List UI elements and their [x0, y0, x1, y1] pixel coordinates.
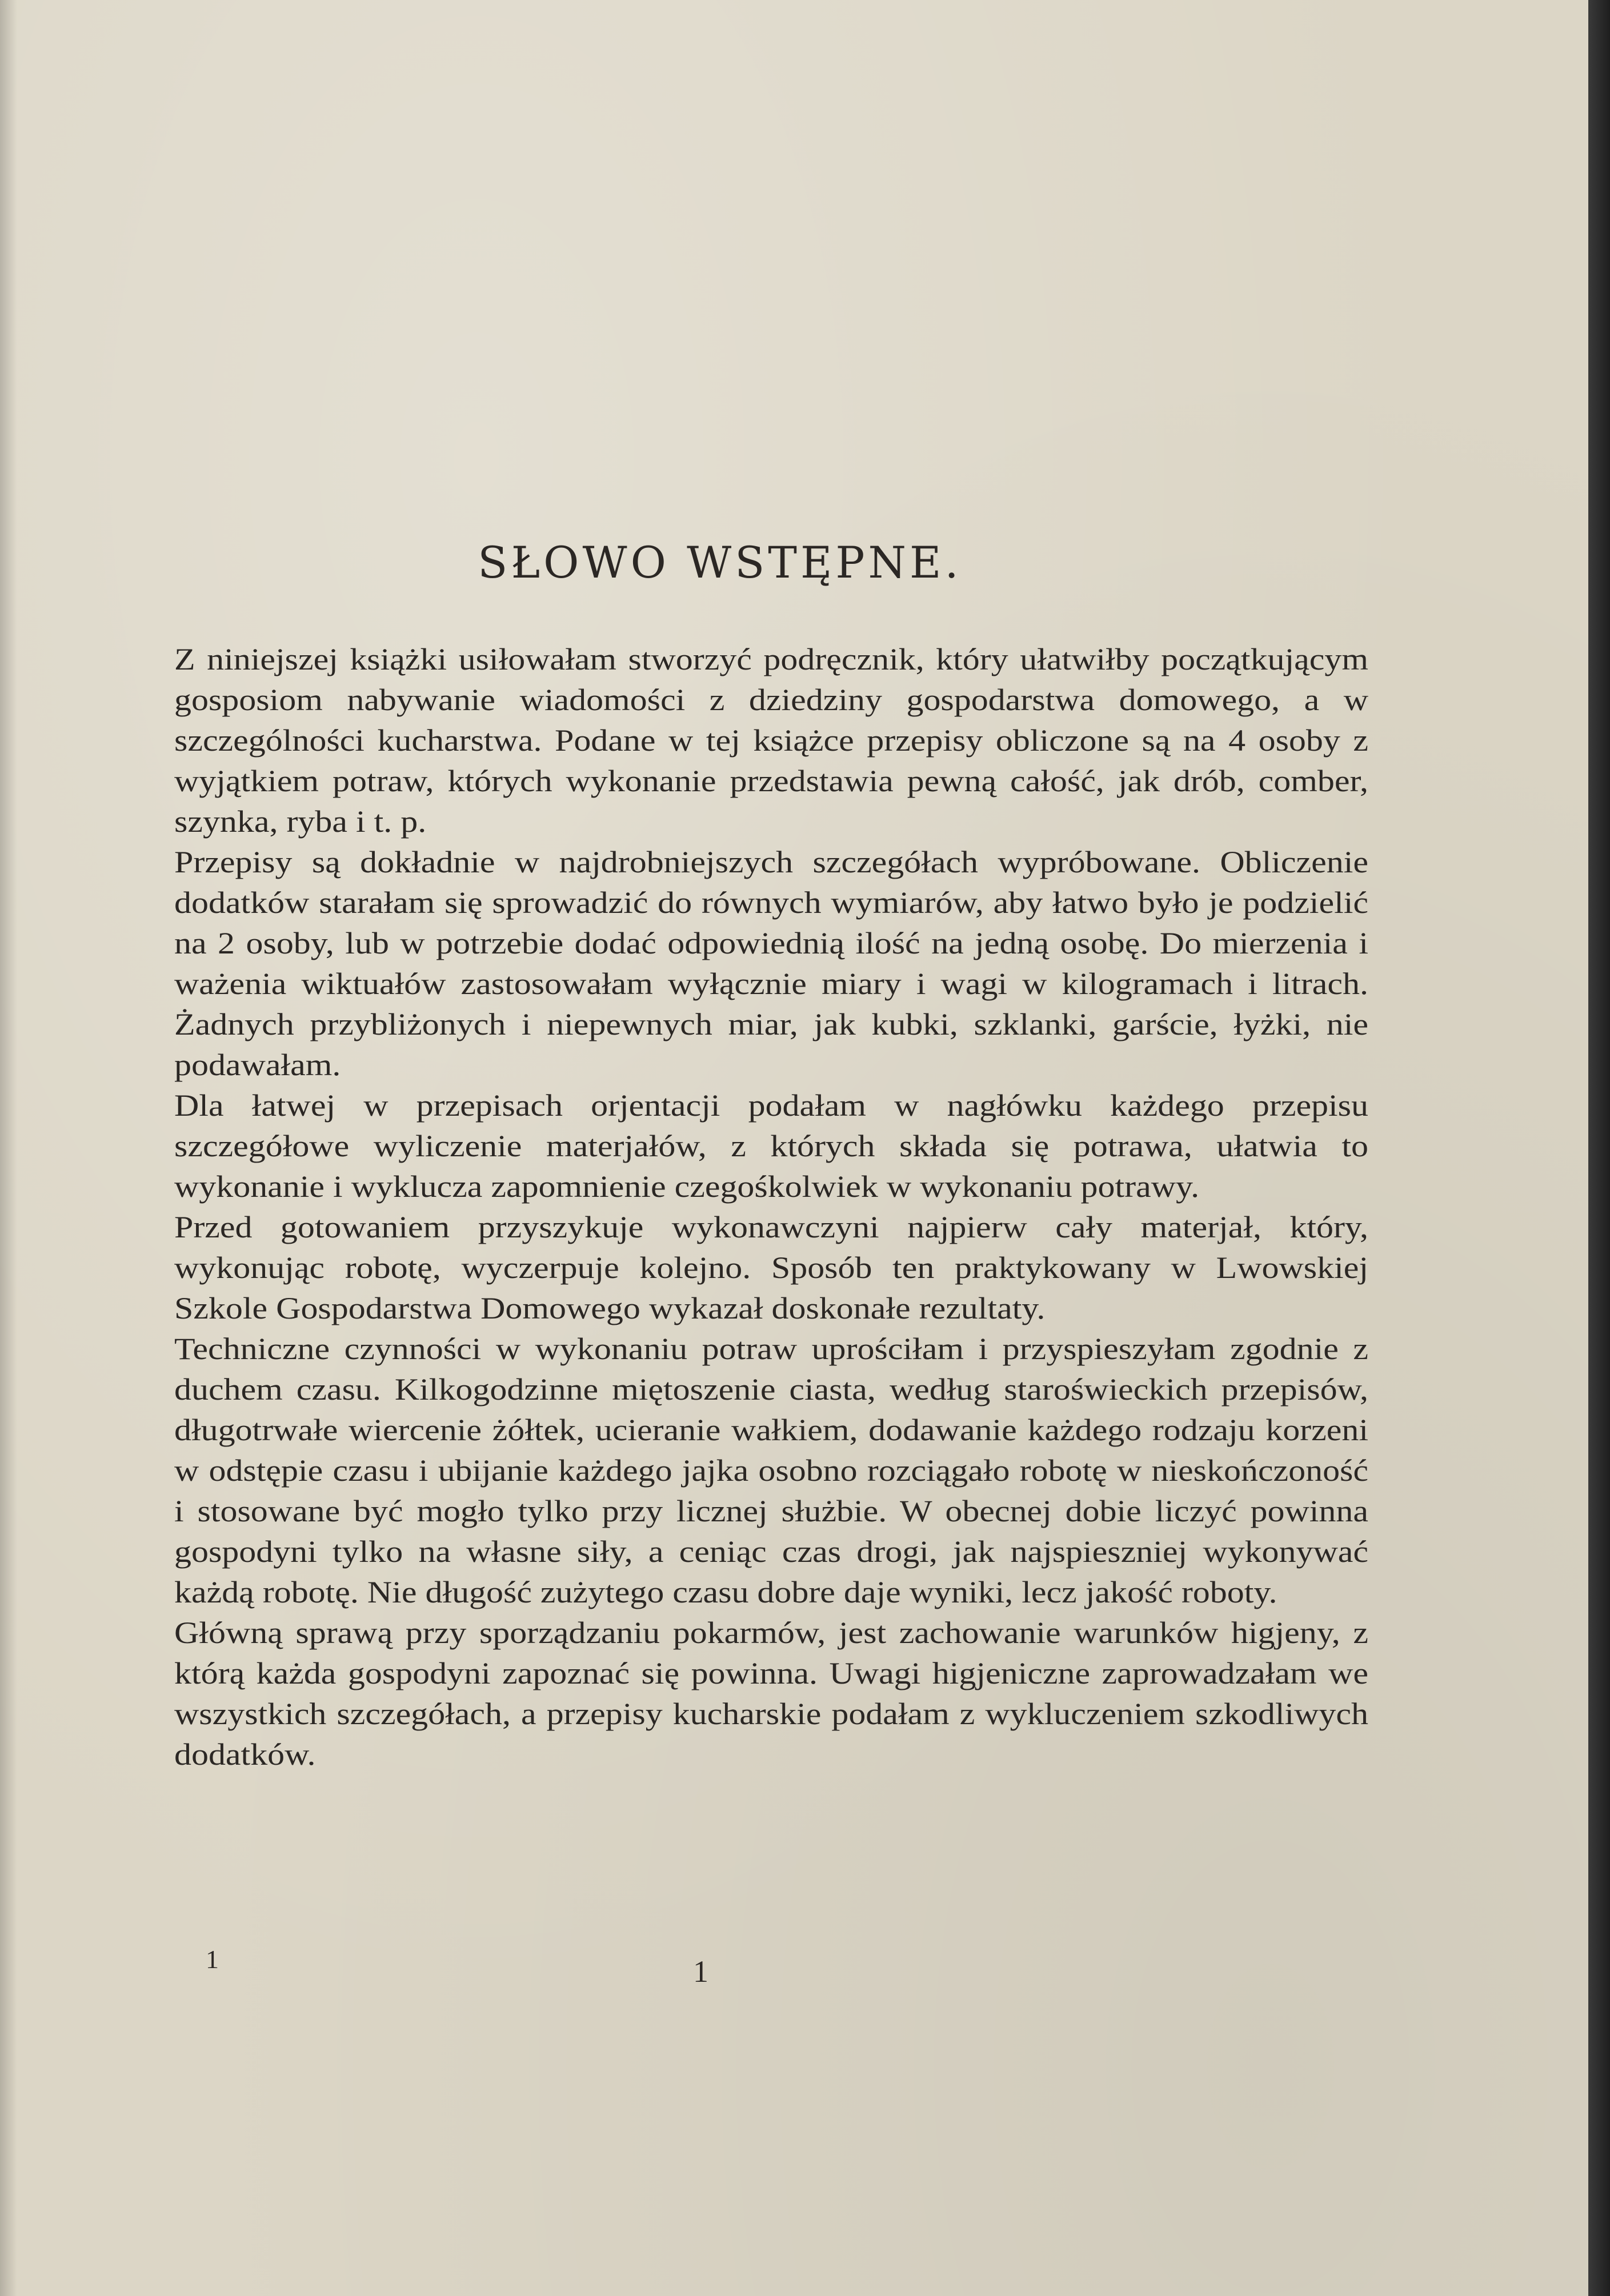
paragraph-2: Przepisy są dokładnie w najdrobniejszych szczegółach wypróbowane. Obliczenie dodatków starałam się sprowadzić do równych wymiarów, aby łatwo było je podzielić na 2 osoby, lub w potrzebie dodać odpowiednią ilość na jedną osobę. Do mierzenia i ważenia wiktuałów zastosowałam wyłącznie miary i wagi w kilogramach i litrach. Żadnych przybliżonych i niepewnych miar, jak kubki, szklanki, garście, łyżki, nie podawałam. [174, 844, 1368, 1082]
paragraph-5: Techniczne czynności w wykonaniu potraw uprościłam i przyspieszyłam zgodnie z duchem czasu. Kilkogodzinne miętoszenie ciasta, według staroświeckich przepisów, długotrwałe wiercenie żółtek, ucieranie wałkiem, dodawanie każdego rodzaju korzeni w odstępie czasu i ubijanie każdego jajka osobno rozciągało robotę w nieskończoność i stosowane być mogło tylko przy licznej służbie. W obecnej dobie liczyć powinna gospodyni tylko na własne siły, a ceniąc czas drogi, jak najspieszniej wykonywać każdą robotę. Nie długość zużytego czasu dobre daje wyniki, lecz jakość roboty. [174, 1331, 1368, 1609]
signature-mark: 1 [206, 1945, 219, 1974]
paragraph-1: Z niniejszej książki usiłowałam stworzyć podręcznik, który ułatwiłby początkującym gosposiom nabywanie wiadomości z dziedziny gospodarstwa domowego, a w szczególności kucharstwa. Podane w tej książce przepisy obliczone są na 4 osoby z wyjątkiem potraw, których wykonanie przedstawia pewną całość, jak drób, comber, szynka, ryba i t. p. [174, 642, 1368, 839]
paragraph-3: Dla łatwej w przepisach orjentacji podałam w nagłówku każdego przepisu szczegółowe wyliczenie materjałów, z których składa się potrawa, ułatwia to wykonanie i wyklucza zapomnienie czegośkolwiek w wykonaniu potrawy. [174, 1088, 1368, 1204]
background-edge [1588, 0, 1610, 2296]
body-text [174, 639, 1368, 1774]
paragraph-4: Przed gotowaniem przyszykuje wykonawczyni najpierw cały materjał, który, wykonując robotę, wyczerpuje kolejno. Sposób ten praktykowany w Lwowskiej Szkole Gospodarstwa Domowego wykazał doskonałe rezultaty. [174, 1209, 1368, 1325]
binding-shadow [0, 0, 17, 2296]
page-number: 1 [693, 1954, 708, 1989]
paragraph-6: Główną sprawą przy sporządzaniu pokarmów, jest zachowanie warunków higjeny, z którą każda gospodyni zapoznać się powinna. Uwagi higjeniczne zaprowadzałam we wszystkich szczegółach, a przepisy kucharskie podałam z wykluczeniem szkodliwych dodatków. [174, 1615, 1368, 1772]
page-title: SŁOWO WSTĘPNE. [478, 537, 962, 588]
